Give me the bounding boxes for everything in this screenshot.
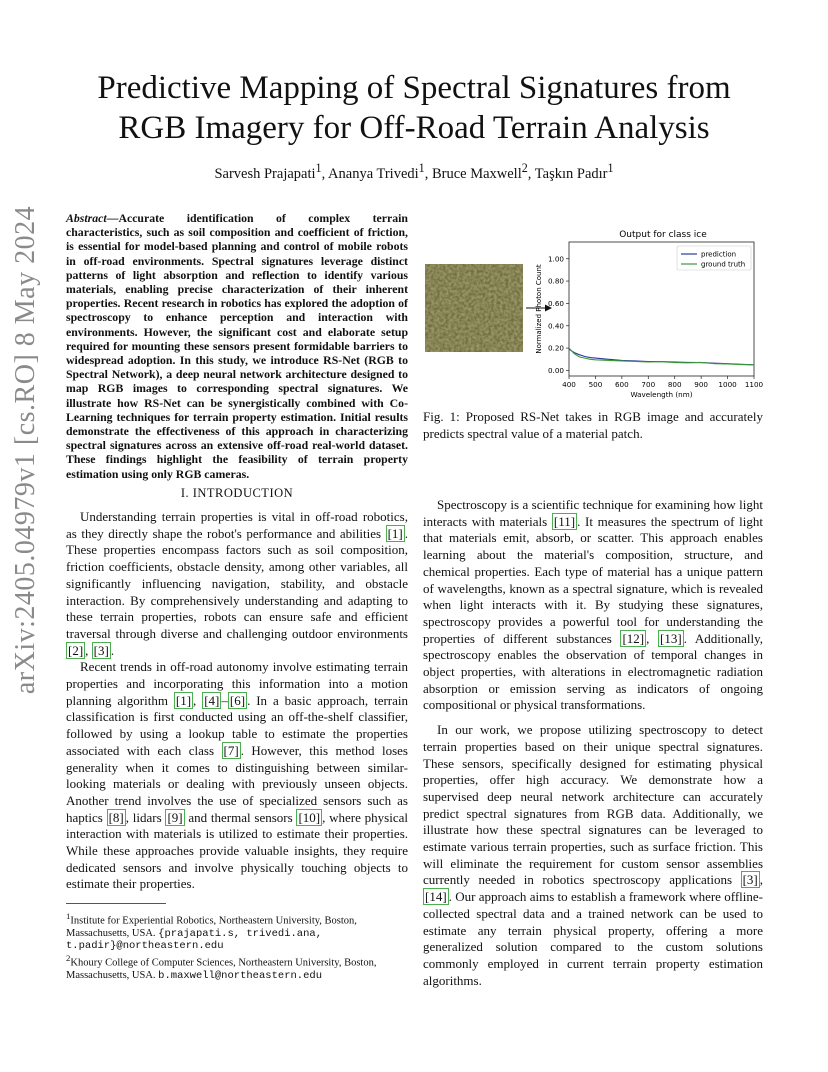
x-tick-label: 1100 bbox=[744, 380, 764, 389]
footnote-2: $^2$Khoury College of Computer Sciences, Northeastern University, Boston, Massachusetts, USA. b.maxwell@northeastern.edu bbox=[66, 953, 377, 983]
footnote-divider bbox=[66, 903, 166, 904]
right-paragraph-1: Spectroscopy is a scientific technique for examining how light interacts with materials [11] . It measures the spectrum of light that materials emit, absorb, or scatter. This approach enables learning about the material's composition, structure, and chemical properties. Each type of material has a unique pattern of wavelengths, known as a spectral signature, which is revealed when light interacts with it. By studying these signatures, spectroscopy provides a powerful tool for understanding the properties of different substances [12] , [13] . Additionally, spectroscopy enables the observation of temporal changes in object properties, with alterations in electromagnetic radiation absorption or emission serving as indicators of ongoing compositional or physical transformations. bbox=[423, 497, 763, 713]
y-tick-label: 0.40 bbox=[547, 321, 564, 331]
right-paragraph-2: In our work, we propose utilizing spectroscopy to detect terrain properties based on their unique spectral signatures. These sensors, specifically designed for estimating physical properties, offer high accuracy. We demonstrate how a supervised deep neural network architecture can accurately predict spectral signatures from RGB data. Additionally, we illustrate how these spectral signatures can be leveraged to estimate various terrain properties, such as surface friction. This will eliminate the requirement for custom sensor assemblies currently needed in robotics spectroscopy applications [3] , [14] . Our approach aims to establish a framework where offline-collected spectral data and a trained network can be used to estimate any terrain physical property, offering a more generalized solution compared to the custom solutions commonly employed in current terrain property estimation algorithms. bbox=[423, 722, 763, 988]
y-tick-label: 0.60 bbox=[547, 298, 564, 308]
legend-label: ground truth bbox=[701, 260, 746, 269]
right-column-body bbox=[423, 497, 763, 989]
author-list bbox=[60, 161, 768, 183]
footnotes bbox=[66, 910, 408, 982]
y-tick-label: 1.00 bbox=[547, 254, 564, 264]
x-tick-label: 700 bbox=[641, 380, 656, 389]
citation-link[interactable]: [3] bbox=[742, 872, 758, 888]
footnote-1: $^1$Institute for Experiential Robotics, Northeastern University, Boston, Massachusetts, USA. {prajapati.s, trivedi.ana, t.padir}@northeastern.edu bbox=[66, 911, 357, 953]
x-tick-label: 500 bbox=[588, 380, 603, 389]
x-tick-label: 600 bbox=[614, 380, 629, 389]
citation-link[interactable]: [9] bbox=[167, 809, 183, 825]
abstract-text: —Accurate identification of complex terrain characteristics, such as soil composition and coefficient of friction, is essential for model-based planning and control of mobile robots in off-road environments. Spectral signatures leverage distinct patterns of light absorption and reflection to identify various materials, enabling precise characterization of their inherent properties. Recent research in robotics has explored the adoption of spectroscopy to enhance perception and interaction with environments. However, the significant cost and elaborate setup required for mounting these sensors present formidable barriers to widespread adoption. In this study, we introduce RS-Net (RGB to Spectral Network), a deep neural network architecture designed to map RGB images to corresponding spectral signatures. We illustrate how RS-Net can be synergistically combined with Co-Learning techniques for terrain property estimation. Initial results demonstrate the effectiveness of this approach in characterizing spectral signatures across an extensive off-road real-world dataset. These findings highlight the feasibility of terrain property estimation using only RGB cameras. bbox=[66, 211, 408, 481]
title-line-2: RGB Imagery for Off-Road Terrain Analysis bbox=[118, 110, 710, 146]
x-tick-label: 900 bbox=[694, 380, 709, 389]
author-2: Ananya Trivedi$^1$, bbox=[328, 161, 432, 182]
y-tick-label: 0.80 bbox=[547, 276, 564, 286]
author-4: Taşkın Padır$^1$ bbox=[534, 161, 614, 182]
x-tick-label: 400 bbox=[562, 380, 576, 389]
figure-1 bbox=[423, 222, 768, 402]
abstract-label: Abstract bbox=[66, 211, 107, 225]
rgb-patch-image bbox=[425, 264, 523, 352]
spectrum-plot bbox=[535, 242, 764, 399]
citation-link[interactable]: [3] bbox=[93, 642, 109, 658]
citation-link[interactable]: [2] bbox=[68, 642, 84, 658]
chart-title: Output for class ice bbox=[619, 230, 707, 240]
citation-link[interactable]: [14] bbox=[425, 889, 447, 905]
intro-paragraph-2: Recent trends in off-road autonomy involve estimating terrain properties and incorporating this information into a motion planning algorithm [1] , [4] – [6] . In a basic approach, terrain classification is first conducted using an off-the-shelf classifier, followed by using a lookup table to estimate the properties associated with each class [7] . However, this method loses generality when it comes to distinguishing between similar-looking materials or dealing with previously unseen objects. Another trend involves the use of specialized sensors such as haptics [8] , lidars [9] and thermal sensors [10] , where physical interaction with materials is utilized to estimate their properties. While these approaches provide valuable insights, they require dedicated sensors and involve physically touching objects to estimate their properties. bbox=[66, 659, 409, 892]
footnote-1-email[interactable]: {prajapati.s, trivedi.ana, t.padir}@northeastern.edu bbox=[66, 927, 322, 953]
section-heading: I. INTRODUCTION bbox=[180, 486, 294, 500]
legend-label: prediction bbox=[701, 250, 737, 259]
title-line-1: Predictive Mapping of Spectral Signatures from bbox=[97, 70, 731, 106]
paper-title bbox=[40, 68, 788, 148]
footnote-2-email[interactable]: b.maxwell@northeastern.edu bbox=[158, 970, 322, 983]
x-tick-label: 800 bbox=[667, 380, 682, 389]
arxiv-watermark: arXiv:2405.04979v1 [cs.RO] 8 May 2024 bbox=[10, 205, 41, 695]
author-3: Bruce Maxwell$^2$, bbox=[431, 161, 535, 182]
y-axis-label: Normalized Photon Count bbox=[535, 264, 543, 354]
x-tick-label: 1000 bbox=[718, 380, 737, 389]
citation-link[interactable]: [11] bbox=[553, 513, 576, 529]
author-1: Sarvesh Prajapati$^1$, bbox=[214, 161, 329, 182]
citation-link[interactable]: [8] bbox=[108, 809, 124, 825]
x-axis-label: Wavelength (nm) bbox=[630, 390, 693, 399]
figure-1-svg bbox=[423, 222, 768, 402]
citation-link[interactable]: [12] bbox=[622, 630, 645, 646]
citation-link[interactable]: [7] bbox=[223, 742, 239, 758]
citation-link[interactable]: [4] bbox=[204, 692, 220, 708]
series-line-prediction bbox=[569, 349, 754, 365]
citation-link[interactable]: [13] bbox=[660, 630, 682, 646]
citation-link[interactable]: [6] bbox=[229, 692, 246, 708]
citation-link[interactable]: [1] bbox=[387, 525, 403, 541]
intro-paragraph-1: Understanding terrain properties is vital in off-road robotics, as they directly shape the robot's performance and abilities [1] . These properties encompass factors such as soil composition, friction coefficients, obstacle density, among other variables, all significantly influencing navigation, stability, and obstacle interaction. By comprehensively understanding and adapting to these terrain properties, robots can ensure safe and efficient traversal through diverse and challenging outdoor environments [2] , [3] . bbox=[66, 509, 408, 658]
abstract bbox=[66, 211, 408, 481]
y-tick-label: 0.00 bbox=[547, 365, 564, 375]
left-column-body bbox=[66, 509, 408, 893]
citation-link[interactable]: [1] bbox=[175, 692, 192, 708]
series-line-ground-truth bbox=[569, 348, 754, 365]
y-tick-label: 0.20 bbox=[547, 343, 564, 353]
figure-caption: Fig. 1: Proposed RS-Net takes in RGB image and accurately predicts spectral value of a material patch. bbox=[423, 409, 763, 441]
citation-link[interactable]: [10] bbox=[298, 809, 321, 825]
